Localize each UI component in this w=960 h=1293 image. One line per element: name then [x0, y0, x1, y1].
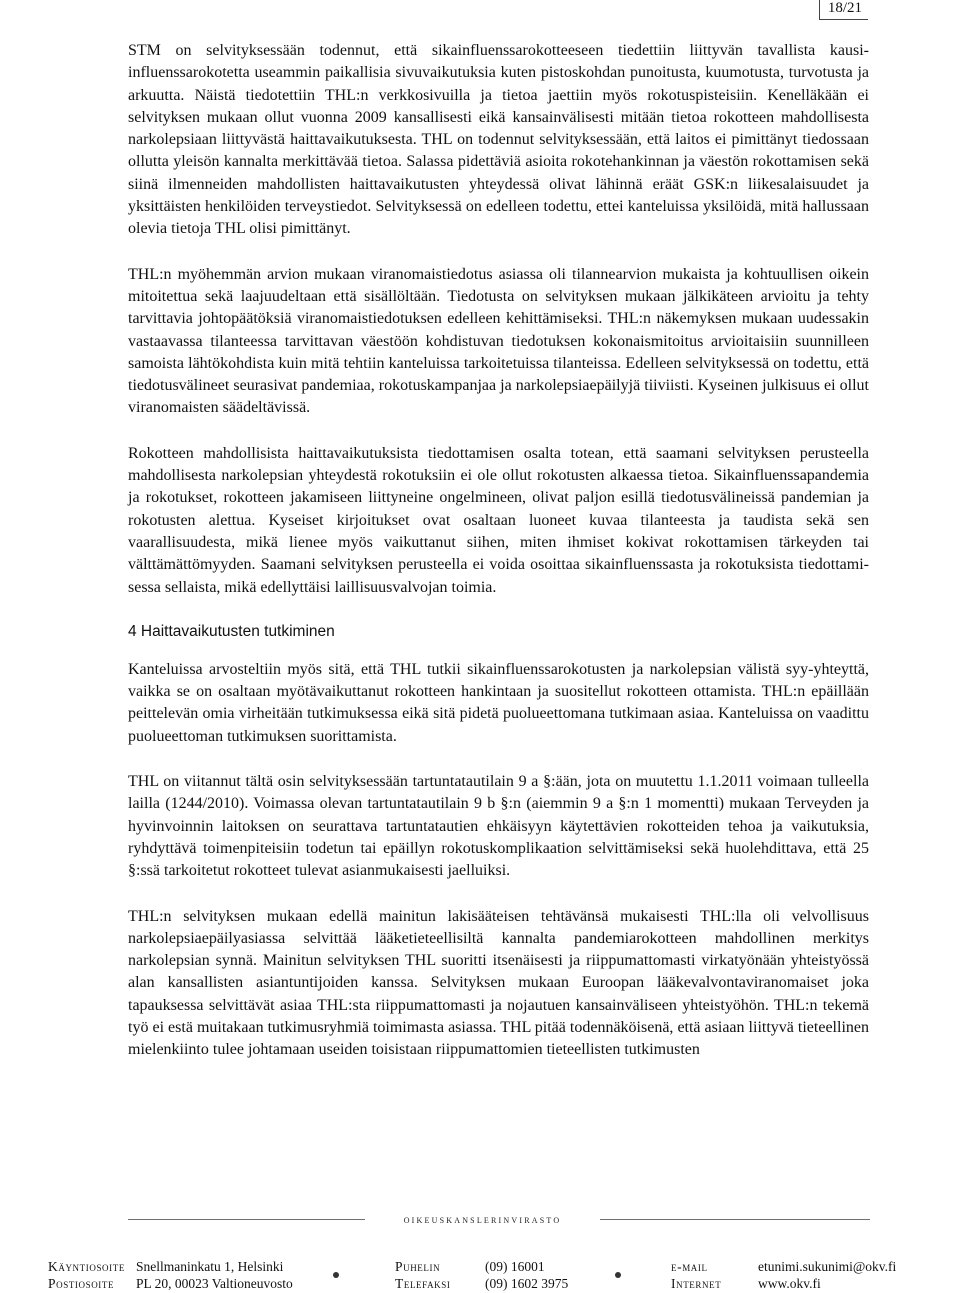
section-heading: 4 Haittavaikutusten tutkiminen: [128, 622, 335, 640]
paragraph-complaints: Kanteluissa arvosteltiin myös sitä, että THL tutkii sikainfluenssarokotusten ja narkolepsian välistä syy-yhteyttä, vaikka se on osaltaan myötävaikuttanut rokotteen hankintaan ja suositellut rokotteen ottamista. THL:n epäillään peittelevän omia virheitään tutkimuksessa eikä sitä pidetä puolueettomana tutkimaan asiaa. Kanteluissa on vaadittu puolueettoman tutkimuksen suorittamista.: [128, 660, 869, 745]
postal-address-value: PL 20, 00023 Valtioneuvosto: [136, 1276, 293, 1291]
footer-divider-left: [128, 1219, 365, 1220]
email-value[interactable]: etunimi.sukunimi@okv.fi: [758, 1259, 897, 1274]
document-body: [128, 40, 869, 1062]
internet-value[interactable]: www.okv.fi: [758, 1276, 821, 1291]
footer-row-postal: [48, 1275, 918, 1293]
paragraph-stm-findings: STM on selvityksessään todennut, että sikainfluenssarokotteeseen tiedettiin liittyvän tavallista kausi-influenssarokotetta useammin paikallisia sivuvaikutuksia kuten pistoskohdan punoitusta, kuumotusta, turvotusta ja arkuutta. Näistä tiedotettiin THL:n verkkosivuilla ja tietoa jaettiin myös rokotuspisteisiin. Kenelläkään ei selvityksen mukaan ollut vuonna 2009 kansallisesti eikä kansainvälisesti mitään tietoa rokotteen mahdollisesta narkolepsiaan liittyvästä haittavaikutuksesta. THL on todennut selvityksessään, että laitos ei pimittänyt tiedossaan ollutta yleisön kannalta merkittävää tietoa. Salassa pidettäviä asioita rokotehankinnan ja väestön rokottamisen sekä siinä ilmenneiden mahdollisten haittavaikutusten yhteydessä olivat lähinnä eräät GSK:n liikesalaisuudet ja yksittäisten henkilöiden terveystiedot. Selvityksessä on edelleen todettu, ettei kanteluissa yksilöidä, mitä hallussaan olevia tietoja THL olisi pimittänyt.: [128, 42, 869, 238]
fax-value: (09) 1602 3975: [485, 1276, 569, 1291]
footer-row-visiting: [48, 1258, 918, 1276]
footer-organization: oikeuskanslerinvirasto: [403, 1212, 562, 1226]
paragraph-thl-assessment: THL:n myöhemmän arvion mukaan viranomaistiedotus asiassa oli tilannearvion mukaista ja kohtuullisen oikein mitoitettua sekä laajuudeltaan että sisällöltään. Tiedotusta on selvityksen mukaan jälkikäteen arvioitu ja tehty tarvittavia johtopäätöksiä viranomaistiedotuksen edelleen kehittämiseksi. THL:n näkemyksen mukaan uudessakin vastaavassa tilanteessa tarvittavan väestöön kohdistuvan tiedotuksen kokonaismitoitus arvioitaisiin suunnilleen samoista lähtökohdista kuin mitä tehtiin kanteluissa tarkoitetuissa tilanteissa. Edelleen selvityksessä on todettu, että tiedotusvälineet seurasivat pandemiaa, rokotuskampanjaa ja narkolepsiaepäilyjä tiiviisti. Kyseinen julkisuus ei ollut viranomaisten säädeltävissä.: [128, 265, 869, 417]
paragraph-communication-conclusion: Rokotteen mahdollisista haittavaikutuksista tiedottamisen osalta totean, että saamani selvityksen perusteella mahdollisesta narkolepsian yhteydestä rokotuksiin ei ole ollut rokotusten alkaessa tietoa. Sikainfluenssapandemia ja rokotukset, rokotteen jakamiseen liittyneine ongelmineen, olivat paljon esillä tiedotusvälineissä pandemian ja rokotusten alettua. Kyseiset kirjoitukset ovat osaltaan luoneet kuvaa tilanteesta ja taudista sekä sen vaarallisuudesta, mikä lienee myös vaikuttanut siihen, miten ihmiset kokivat rokottamisen tärkeyden tai välttämättömyyden. Saamani selvityksen perusteella ei voida osoittaa sikainfluenssasta ja rokotuksista tiedottamisessa sellaista, mikä edellyttäisi laillisuusvalvojan toimia.: [128, 444, 869, 596]
postal-address-label: Postiosoite: [48, 1276, 115, 1291]
paragraph-thl-obligation: THL:n selvityksen mukaan edellä mainitun lakisääteisen tehtävänsä mukaisesti THL:lla oli velvollisuus narkolepsiaepäilyasiassa selvittää lääketieteellisiltä kannalta pandemiarokotteen mahdollinen merkitys narkolepsian synnä. Mainitun selvityksen THL suoritti itsenäisesti ja riippumattomasti virkatyönään yhteistyössä alan kansallisten asiantuntijoiden kanssa. Selvityksen mukaan Euroopan lääkevalvontaviranomaiset joka tapauksessa selvittävät asiaa THL:sta riippumattomasti ja nojautuen kansainväliseen yhteistyöhön. THL:n tekemä työ ei estä muitakaan tutkimusryhmiä toimimasta asiassa. THL pitää todennäköisenä, että asiaan liittyvä tieteellinen mielenkiinto tulee johtamaan useiden toisistaan riippumattomien tieteellisten tutkimusten: [128, 907, 869, 1059]
page-number: 18/21: [819, 0, 868, 20]
fax-label: Telefaksi: [395, 1276, 451, 1291]
phone-value: (09) 16001: [485, 1259, 545, 1274]
internet-label: Internet: [671, 1276, 722, 1291]
bullet-separator-icon: [333, 1272, 339, 1278]
footer-divider-right: [600, 1219, 870, 1220]
paragraph-legislation: THL on viitannut tältä osin selvityksessään tartuntatautilain 9 a §:ään, jota on muutettu 1.1.2011 voimaan tulleella lailla (1244/2010). Voimassa olevan tartuntatautilain 9 b §:n (aiemmin 9 a §:n 1 momentti) mukaan Terveyden ja hyvinvoinnin laitoksen on seurattava tartuntatautien ehkäisyyn käytettävien rokotteiden tehoa ja vaikutuksia, ryhdyttävä toimenpiteisiin todetun tai epäillyn rokotuskomplikaation selvittämiseksi sekä huolehdittava, että 25 §:ssä tarkoitetut rokotteet tulevat asianmukaisesti jaelluiksi.: [128, 773, 869, 880]
visiting-address-label: Käyntiosoite: [48, 1259, 125, 1274]
email-label: e-mail: [671, 1259, 708, 1274]
visiting-address-value: Snellmaninkatu 1, Helsinki: [136, 1259, 284, 1274]
phone-label: Puhelin: [395, 1259, 441, 1274]
bullet-separator-icon: [615, 1272, 621, 1278]
